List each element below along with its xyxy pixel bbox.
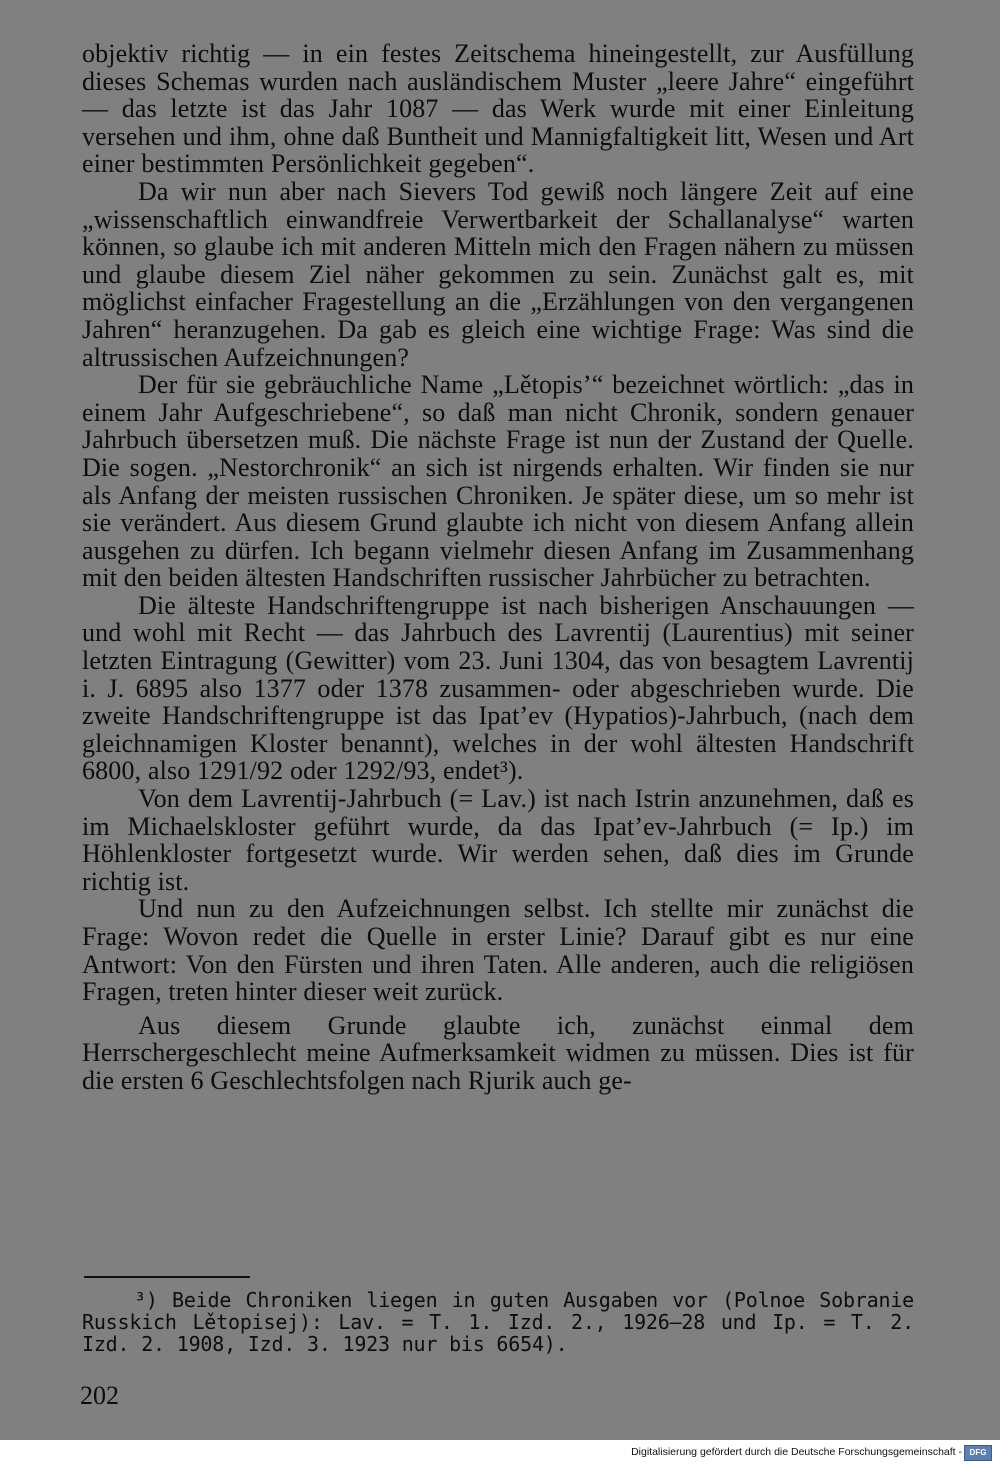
page-number: 202 bbox=[80, 1381, 119, 1410]
paragraph-5: Von dem Lavrentij-Jahrbuch (= Lav.) ist nach Istrin anzunehmen, daß es im Michaelskloster geführt wurde, da das Ipat’ev-Jahrbuch (= Ip.) im Höhlenkloster fortgesetzt wurde. Wir werden sehen, daß dies im Grunde richtig ist. bbox=[82, 784, 914, 896]
paragraph-6: Und nun zu den Aufzeichnungen selbst. Ich stellte mir zunächst die Frage: Wovon redet die Quelle in erster Linie? Darauf gibt es nur eine Antwort: Von den Fürsten und ihren Taten. Alle anderen, auch die religiösen Fragen, treten hinter dieser weit zurück. bbox=[82, 894, 914, 1007]
paragraph-1: objektiv richtig — in ein festes Zeitschema hineingestellt, zur Ausfüllung dieses Schemas wurden nach ausländischem Muster „leere Jahre“ eingeführt — das letzte ist das Jahr 1087 — das Werk wurde mit einer Einleitung versehen und ihm, ohne daß Buntheit und Mannigfaltigkeit litt, Wesen und Art einer bestimmten Persönlichkeit gegeben“. bbox=[82, 39, 914, 179]
body-text bbox=[82, 40, 914, 1095]
funding-credit: Digitalisierung gefördert durch die Deutsche Forschungsgemeinschaft - bbox=[631, 1446, 962, 1458]
paragraph-7: Aus diesem Grunde glaubte ich, zunächst einmal dem Herrschergeschlecht meine Aufmerksamkeit widmen zu müssen. Dies ist für die ersten 6 Geschlechtsfolgen nach Rjurik auch ge- bbox=[82, 1010, 914, 1095]
paragraph-3: Der für sie gebräuchliche Name „Lětopis’“ bezeichnet wörtlich: „das in einem Jahr Aufgeschriebene“, so daß man nicht Chronik, sondern genauer Jahrbuch übersetzen muß. Die nächste Frage ist nun der Zustand der Quelle. Die sogen. „Nestorchronik“ an sich ist nirgends erhalten. Wir finden sie nur als Anfang der meisten russischen Chroniken. Je später diese, um so mehr ist sie verändert. Aus diesem Grund glaubte ich nicht von diesem Anfang allein ausgehen zu dürfen. Ich begann vielmehr diesen Anfang im Zusammenhang mit den beiden ältesten Handschriften russischer Jahrbücher zu betrachten. bbox=[82, 370, 914, 593]
paragraph-2: Da wir nun aber nach Sievers Tod gewiß noch längere Zeit auf eine „wissenschaftlich einwandfreie Verwertbarkeit der Schallanalyse“ warten können, so glaube ich mit anderen Mitteln mich den Fragen nähern zu müssen und glaube diesem Ziel näher gekommen zu sein. Zunächst galt es, mit möglichst einfacher Fragestellung an die „Erzählungen von den vergangenen Jahren“ heranzugehen. Da gab es gleich eine wichtige Frage: Was sind die altrussischen Aufzeichnungen? bbox=[82, 176, 914, 372]
footnote-divider bbox=[84, 1276, 250, 1278]
paragraph-4: Die älteste Handschriftengruppe ist nach bisherigen Anschauungen — und wohl mit Recht — das Jahrbuch des Lavrentij (Laurentius) mit seiner letzten Eintragung (Gewitter) vom 23. Juni 1304, das von besagtem Lavrentij i. J. 6895 also 1377 oder 1378 zusammen- oder abgeschrieben wurde. Die zweite Handschriftengruppe ist das Ipat’ev (Hypatios)-Jahrbuch, (nach dem gleichnamigen Kloster benannt), welches in der wohl ältesten Handschrift 6800, also 1291/92 oder 1292/93, endet³). bbox=[82, 590, 914, 786]
footnote: ³) Beide Chroniken liegen in guten Ausgaben vor (Polnoe Sobranie Russkich Lětopisej): Lav. = T. 1. Izd. 2., 1926—28 und Ip. = T. 2. Izd. 2. 1908, Izd. 3. 1923 nur bis 6654). bbox=[82, 1288, 914, 1356]
dfg-logo: DFG bbox=[964, 1445, 992, 1461]
